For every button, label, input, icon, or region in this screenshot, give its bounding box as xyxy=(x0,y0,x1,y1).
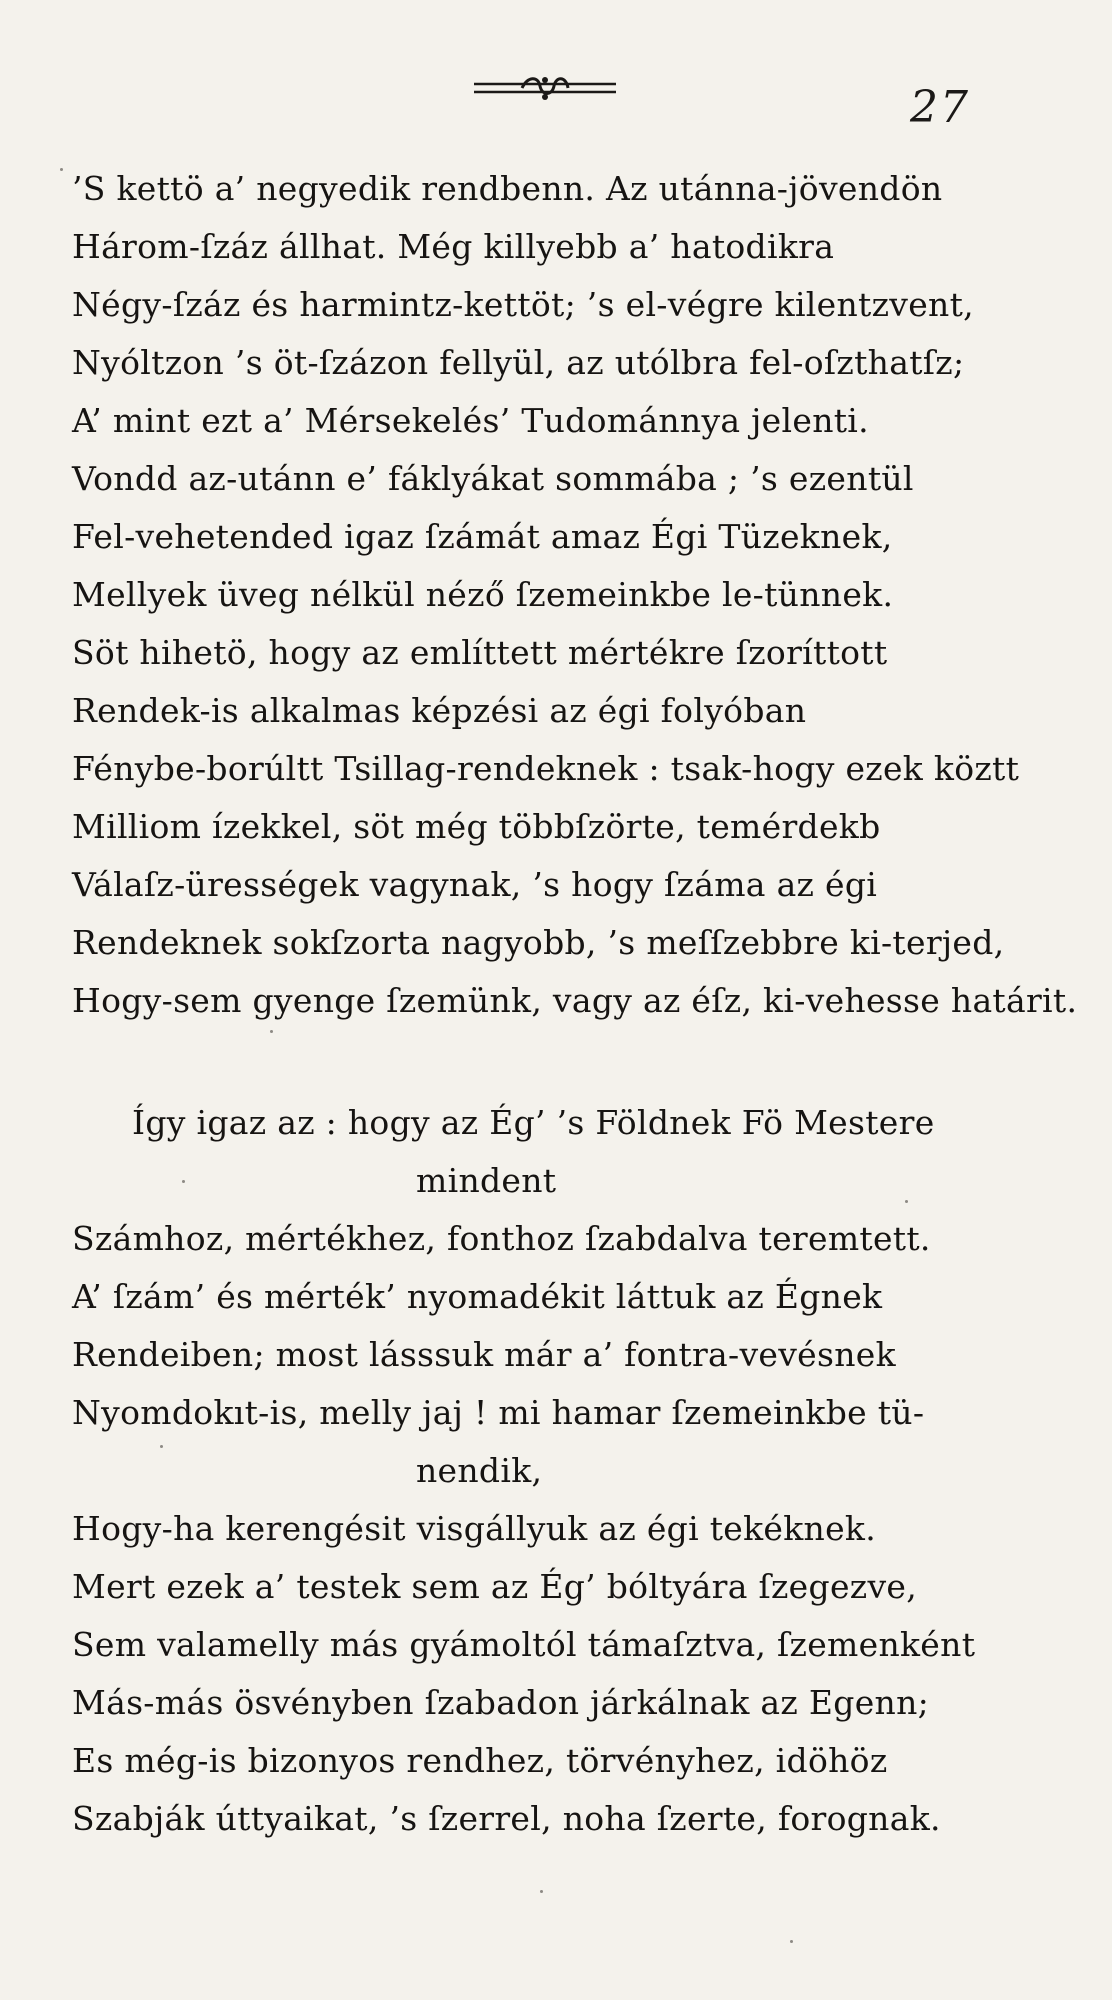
verse-line: A’ ſzám’ és mérték’ nyomadékit láttuk az Égnek xyxy=(72,1277,883,1316)
verse-line: ’S kettö a’ negyedik rendbenn. Az utánna-jövendön xyxy=(72,169,943,208)
header-ornament xyxy=(470,70,620,106)
verse-line: Válaſz-ürességek vagynak, ’s hogy ſzáma az égi xyxy=(72,865,878,904)
paper-speck xyxy=(905,1200,908,1203)
paper-speck xyxy=(270,1030,273,1033)
verse-line: Mellyek üveg nélkül néző ſzemeinkbe le-tünnek. xyxy=(72,575,894,614)
verse-line: Hogy-ha kerengésit visgállyuk az égi tekéknek. xyxy=(72,1509,877,1548)
verse-line: Nyóltzon ’s öt-ſzázon fellyül, az utólbra fel-oſzthatſz; xyxy=(72,343,965,382)
verse-line: A’ mint ezt a’ Mérsekelés’ Tudománnya jelenti. xyxy=(72,401,869,440)
verse-line: Szabják úttyaikat, ’s ſzerrel, noha ſzerte, forognak. xyxy=(72,1799,941,1838)
verse-line: Milliom ízekkel, söt még többſzörte, temérdekb xyxy=(72,807,881,846)
verse-line: Így igaz az : hogy az Ég’ ’s Földnek Fö Mestere xyxy=(132,1103,935,1142)
paper-speck xyxy=(540,1890,543,1893)
verse-line: Más-más ösvényben ſzabadon járkálnak az Egenn; xyxy=(72,1683,930,1722)
verse-line: Fénybe-borúltt Tsillag-rendeknek : tsak-hogy ezek köztt xyxy=(72,749,1020,788)
verse-line: Söt hihetö, hogy az említtett mértékre ſzoríttott xyxy=(72,633,888,672)
verse-line-continuation: nendik, xyxy=(416,1451,543,1490)
paper-speck xyxy=(790,1940,793,1943)
verse-line: Sem valamelly más gyámoltól támaſztva, ſzemenként xyxy=(72,1625,976,1664)
paper-speck xyxy=(182,1180,185,1183)
verse-line: Es még-is bizonyos rendhez, törvényhez, idöhöz xyxy=(72,1741,888,1780)
stanza-2 xyxy=(72,1094,1062,1848)
verse-line: Számhoz, mértékhez, fonthoz ſzabdalva teremtett. xyxy=(72,1219,931,1258)
verse-line: Mert ezek a’ testek sem az Ég’ bóltyára ſzegezve, xyxy=(72,1567,918,1606)
verse-line: Fel-vehetended igaz ſzámát amaz Égi Tüzeknek, xyxy=(72,517,893,556)
verse-line: Nyomdokıt-is, melly jaj ! mi hamar ſzemeinkbe tü- xyxy=(72,1393,925,1432)
verse-line: Rendeknek sokſzorta nagyobb, ’s meſſzebbre ki-terjed, xyxy=(72,923,1005,962)
stanza-1 xyxy=(72,160,1078,1030)
verse-line: Hogy-sem gyenge ſzemünk, vagy az éſz, ki-vehesse határit. xyxy=(72,981,1078,1020)
verse-line: Rendeiben; most lásssuk már a’ fontra-vevésnek xyxy=(72,1335,896,1374)
page-number: 27 xyxy=(910,82,970,133)
verse-line: Négy-ſzáz és harmintz-kettöt; ’s el-végre kilentzvent, xyxy=(72,285,974,324)
verse-line: Rendek-is alkalmas képzési az égi folyóban xyxy=(72,691,807,730)
paper-speck xyxy=(60,168,63,171)
paper-speck xyxy=(160,1445,163,1448)
verse-line: Vondd az-utánn e’ fáklyákat sommába ; ’s ezentül xyxy=(72,459,914,498)
verse-line: Három-ſzáz állhat. Még killyebb a’ hatodikra xyxy=(72,227,835,266)
verse-line-continuation: mindent xyxy=(416,1161,557,1200)
